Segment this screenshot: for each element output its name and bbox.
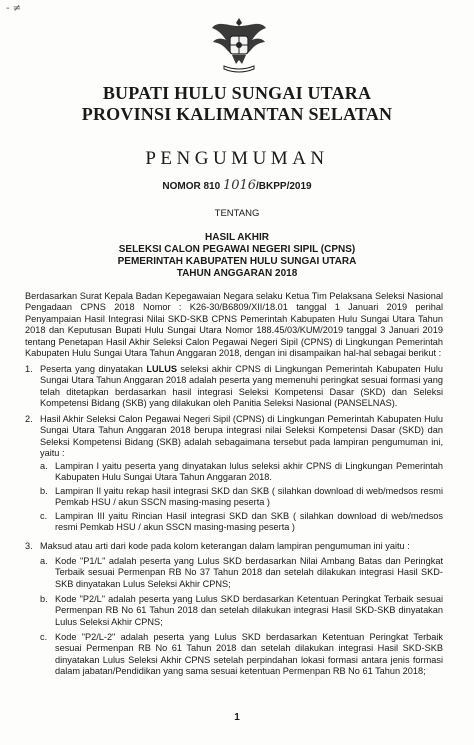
document-number (0, 178, 474, 193)
subject-line-1: HASIL AKHIR (205, 232, 269, 243)
sub-item-3b: b. Kode "P2/L" adalah peserta yang Lulus SKD berdasarkan Ketentuan Peringkat Terbaik sesuai Permenpan RB No 61 Tahun 2018 dan setelah dilakukan integrasi Hasil SKD-SKB dinyatakan Lulus Seleksi Akhir CPNS; (40, 594, 443, 627)
sub-item-2b: b. Lampiran II yaitu rekap hasil integrasi SKD dan SKB ( silahkan download di web/medsos resmi Pemkab HSU / akun SSCN masing-masing peserta ) (40, 486, 443, 508)
sub-item-3c: c. Kode "P2/L-2" adalah peserta yang Lulus SKD berdasarkan Ketentuan Peringkat Terbaik sesuai Permenpan RB No 61 Tahun 2018 dan setelah dilakukan integrasi Hasil SKD-SKB dinyatakan Lulus Seleksi Akhir CPNS setelah perpindahan lokasi formasi antara jenis formasi dalam jabatan/Pendidikan yang sama sesuai ketentuan Permenpan RB No 61 Tahun 2018; (40, 632, 443, 677)
page-number: 1 (234, 712, 240, 723)
document-title: PENGUMUMAN (145, 148, 329, 169)
number-suffix: /BKPP/2019 (256, 181, 312, 192)
number-handwritten: 1016 (222, 178, 257, 193)
header-regent-title: BUPATI HULU SUNGAI UTARA (102, 83, 372, 103)
subject-line-4: TAHUN ANGGARAN 2018 (176, 268, 298, 279)
item-number: 2. (25, 414, 33, 424)
intro-paragraph: Berdasarkan Surat Kepala Badan Kepegawaian Negara selaku Ketua Tim Pelaksana Seleksi Nasional Pengadaan CPNS 2018 Nomor : K26-30/B6809/XII/18.01 tanggal 1 Januari 2019 perihal Penyampaian Hasil Integrasi Nilai SKD-SKB CPNS Pemerintah Kabupaten Hulu Sungai Utara Tahun 2018 dan Keputusan Bupati Hulu Sungai Utara Nomor 188.45/03/KUM/2019 tanggal 3 Januari 2019 tentang Penetapan Hasil Akhir Seleksi Calon Pegawai Negeri Sipil (CPNS) di Lingkungan Pemerintah Kabupaten Hulu Sungai Utara Tahun Anggaran 2018, dengan ini disampaikan hal-hal sebagai berikut : (25, 291, 443, 359)
list-item-1 (25, 364, 443, 410)
corner-marks: - ≠ (6, 3, 22, 14)
list-item-2 (25, 414, 443, 460)
lulus-emphasis: LULUS (146, 364, 177, 374)
item-text: Peserta yang dinyatakan LULUS seleksi akhir CPNS di Lingkungan Pemerintah Kabupaten Hulu Sungai Utara Tahun Anggaran 2018 adalah peserta yang memenuhi peringkat sesuai formasi yang telah ditetapkan berdasarkan hasil integrasi Seleksi Kompetensi Dasar (SKD) dan Seleksi Kompetensi Bidang (SKB) yang dilakukan oleh Panitia Seleksi Nasional (PANSELNAS). (40, 364, 443, 409)
sub-item-3a: a. Kode "P1/L" adalah peserta yang Lulus SKD berdasarkan Nilai Ambang Batas dan Peringkat Terbaik sesuai Permenpan RB No 37 Tahun 2018 dan setelah dilakukan integrasi Hasil SKD-SKB dinyatakan Lulus Seleksi Akhir CPNS; (40, 556, 443, 589)
subject-line-3: PEMERINTAH KABUPATEN HULU SUNGAI UTARA (117, 256, 357, 267)
sub-item-2a: a. Lampiran I yaitu peserta yang dinyatakan lulus seleksi akhir CPNS di Lingkungan Pemerintah Kabupaten Hulu Sungai Utara Tahun Anggaran 2018. (40, 461, 443, 483)
item-number: 1. (25, 364, 33, 374)
subject-line-2: SELEKSI CALON PEGAWAI NEGERI SIPIL (CPNS) (118, 244, 356, 255)
header-province-title: PROVINSI KALIMANTAN SELATAN (81, 104, 393, 124)
sub-item-2c: c. Lampiran III yaitu Rincian Hasil integrasi SKD dan SKB ( silahkan download di web/medsos resmi Pemkab HSU / akun SSCN masing-masing peserta ) (40, 511, 443, 533)
list-item-3 (25, 541, 443, 552)
item-number: 3. (25, 541, 33, 551)
item-text: Maksud atau arti dari kode pada kolom keterangan dalam lampiran pengumuman ini yaitu : (40, 541, 410, 551)
item-text: Hasil Akhir Seleksi Calon Pegawai Negeri Sipil (CPNS) di Lingkungan Pemerintah Kabupaten Hulu Sungai Utara Tahun Anggaran 2018 berupa integrasi nilai Seleksi Kompetensi Dasar (SKD) dan Seleksi Kompetensi Bidang (SKB) adalah sebagaimana tersebut pada lampiran pengumuman ini, yaitu : (40, 414, 443, 459)
number-prefix: NOMOR 810 (162, 181, 221, 192)
tentang-label: TENTANG (214, 208, 260, 219)
garuda-emblem-icon (210, 14, 268, 76)
